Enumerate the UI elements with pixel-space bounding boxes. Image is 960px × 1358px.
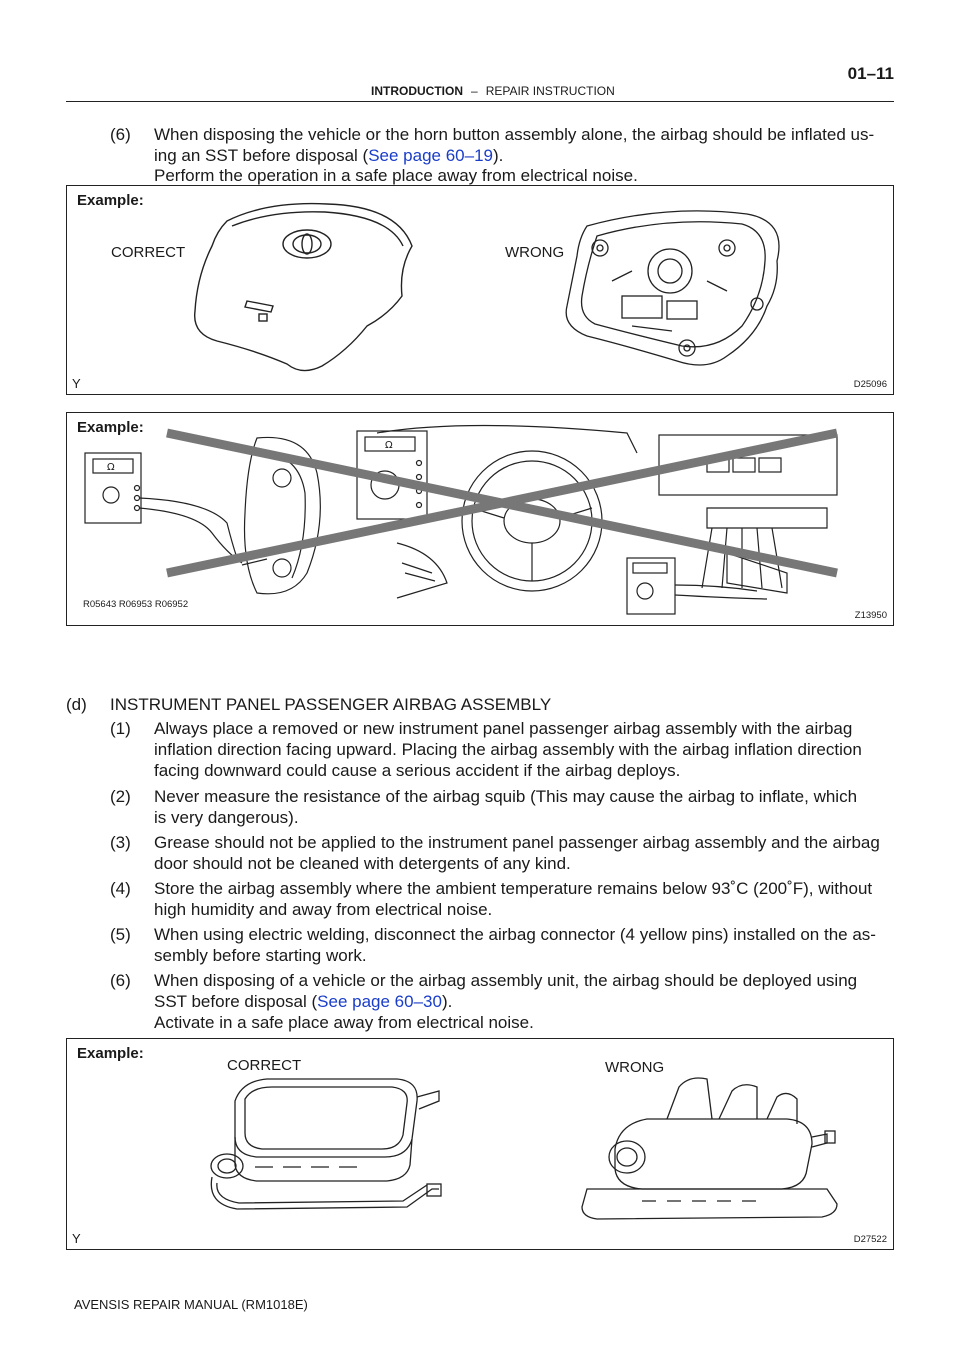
svg-text:Ω: Ω — [107, 462, 115, 473]
page-reference-link[interactable]: See page 60–19 — [368, 146, 493, 165]
item-text-line: sembly before starting work. — [154, 946, 367, 965]
step-text-line: When disposing the vehicle or the horn button assembly alone, the airbag should be inflated us- — [154, 125, 875, 144]
horn-pad-rear — [566, 211, 779, 365]
illustration-codes: R05643 R06953 R06952 — [83, 599, 189, 610]
item-text-line: door should not be cleaned with detergents of any kind. — [154, 854, 571, 873]
section-separator: – — [471, 84, 478, 98]
section-letter: (d) — [66, 695, 87, 714]
figure-code: D27522 — [853, 1234, 887, 1245]
ohmmeter-left — [85, 453, 242, 563]
item-number: (5) — [110, 925, 131, 944]
page-number: 01–11 — [847, 64, 894, 83]
passenger-airbag-illustration — [67, 1039, 893, 1249]
figure-code: Z13950 — [854, 610, 887, 621]
page-reference-link[interactable]: See page 60–30 — [317, 992, 442, 1011]
example-label: Example: — [77, 192, 144, 209]
section-name: INTRODUCTION — [371, 84, 463, 98]
step-text-line: ing an SST before disposal (See page 60–19). — [154, 146, 504, 165]
svg-text:Ω: Ω — [385, 440, 393, 451]
item-text-line: Grease should not be applied to the instrument panel passenger airbag assembly and the airbag — [154, 833, 880, 852]
measurement-illustration — [67, 413, 893, 625]
item-text-line: Never measure the resistance of the airbag squib (This may cause the airbag to inflate, which — [154, 787, 858, 806]
orientation-mark: Y — [72, 376, 81, 391]
subsection-name: REPAIR INSTRUCTION — [485, 84, 615, 98]
item-number: (3) — [110, 833, 131, 852]
section-title — [371, 84, 615, 98]
item-text-line: inflation direction facing upward. Placing the airbag assembly with the airbag inflation direction — [154, 740, 862, 759]
item-text-line: When using electric welding, disconnect the airbag connector (4 yellow pins) installed on the as- — [154, 925, 876, 944]
item-text-line: is very dangerous). — [154, 808, 299, 827]
item-text-line: high humidity and away from electrical noise. — [154, 900, 493, 919]
item-text-line: Activate in a safe place away from electrical noise. — [154, 1013, 534, 1032]
step-text-line: Perform the operation in a safe place away from electrical noise. — [154, 166, 638, 185]
figure-horn-button — [66, 185, 894, 395]
correct-label: CORRECT — [111, 244, 186, 261]
orientation-mark: Y — [72, 1231, 81, 1246]
item-text-line: When disposing of a vehicle or the airbag assembly unit, the airbag should be deployed using — [154, 971, 858, 990]
item-text-line: SST before disposal (See page 60–30). — [154, 992, 453, 1011]
steering-wheel — [377, 426, 637, 599]
item-text-line: facing downward could cause a serious accident if the airbag deploys. — [154, 761, 681, 780]
correct-label: CORRECT — [227, 1057, 302, 1074]
example-label: Example: — [77, 419, 144, 436]
page-footer: AVENSIS REPAIR MANUAL (RM1018E) — [74, 1297, 308, 1312]
example-label: Example: — [77, 1045, 144, 1062]
item-number: (2) — [110, 787, 131, 806]
airbag-face-down — [582, 1078, 837, 1219]
page-header — [66, 84, 894, 102]
item-number: (4) — [110, 879, 131, 898]
wrong-label: WRONG — [505, 244, 565, 261]
airbag-face-up — [211, 1079, 441, 1209]
wrong-label: WRONG — [605, 1059, 665, 1076]
item-text-line: Store the airbag assembly where the ambient temperature remains below 93˚C (200˚F), without — [154, 879, 873, 898]
figure-code: D25096 — [853, 379, 887, 390]
section-heading: INSTRUMENT PANEL PASSENGER AIRBAG ASSEMBLY — [110, 695, 552, 714]
item-text-line: Always place a removed or new instrument panel passenger airbag assembly with the airbag — [154, 719, 853, 738]
figure-do-not-measure — [66, 412, 894, 626]
header-rule — [66, 101, 894, 102]
figure-passenger-airbag — [66, 1038, 894, 1250]
step-number: (6) — [110, 125, 131, 144]
item-number: (6) — [110, 971, 131, 990]
horn-pad-front — [195, 204, 412, 371]
item-number: (1) — [110, 719, 131, 738]
horn-pad-illustration — [67, 186, 893, 394]
prohibited-cross — [167, 433, 837, 573]
